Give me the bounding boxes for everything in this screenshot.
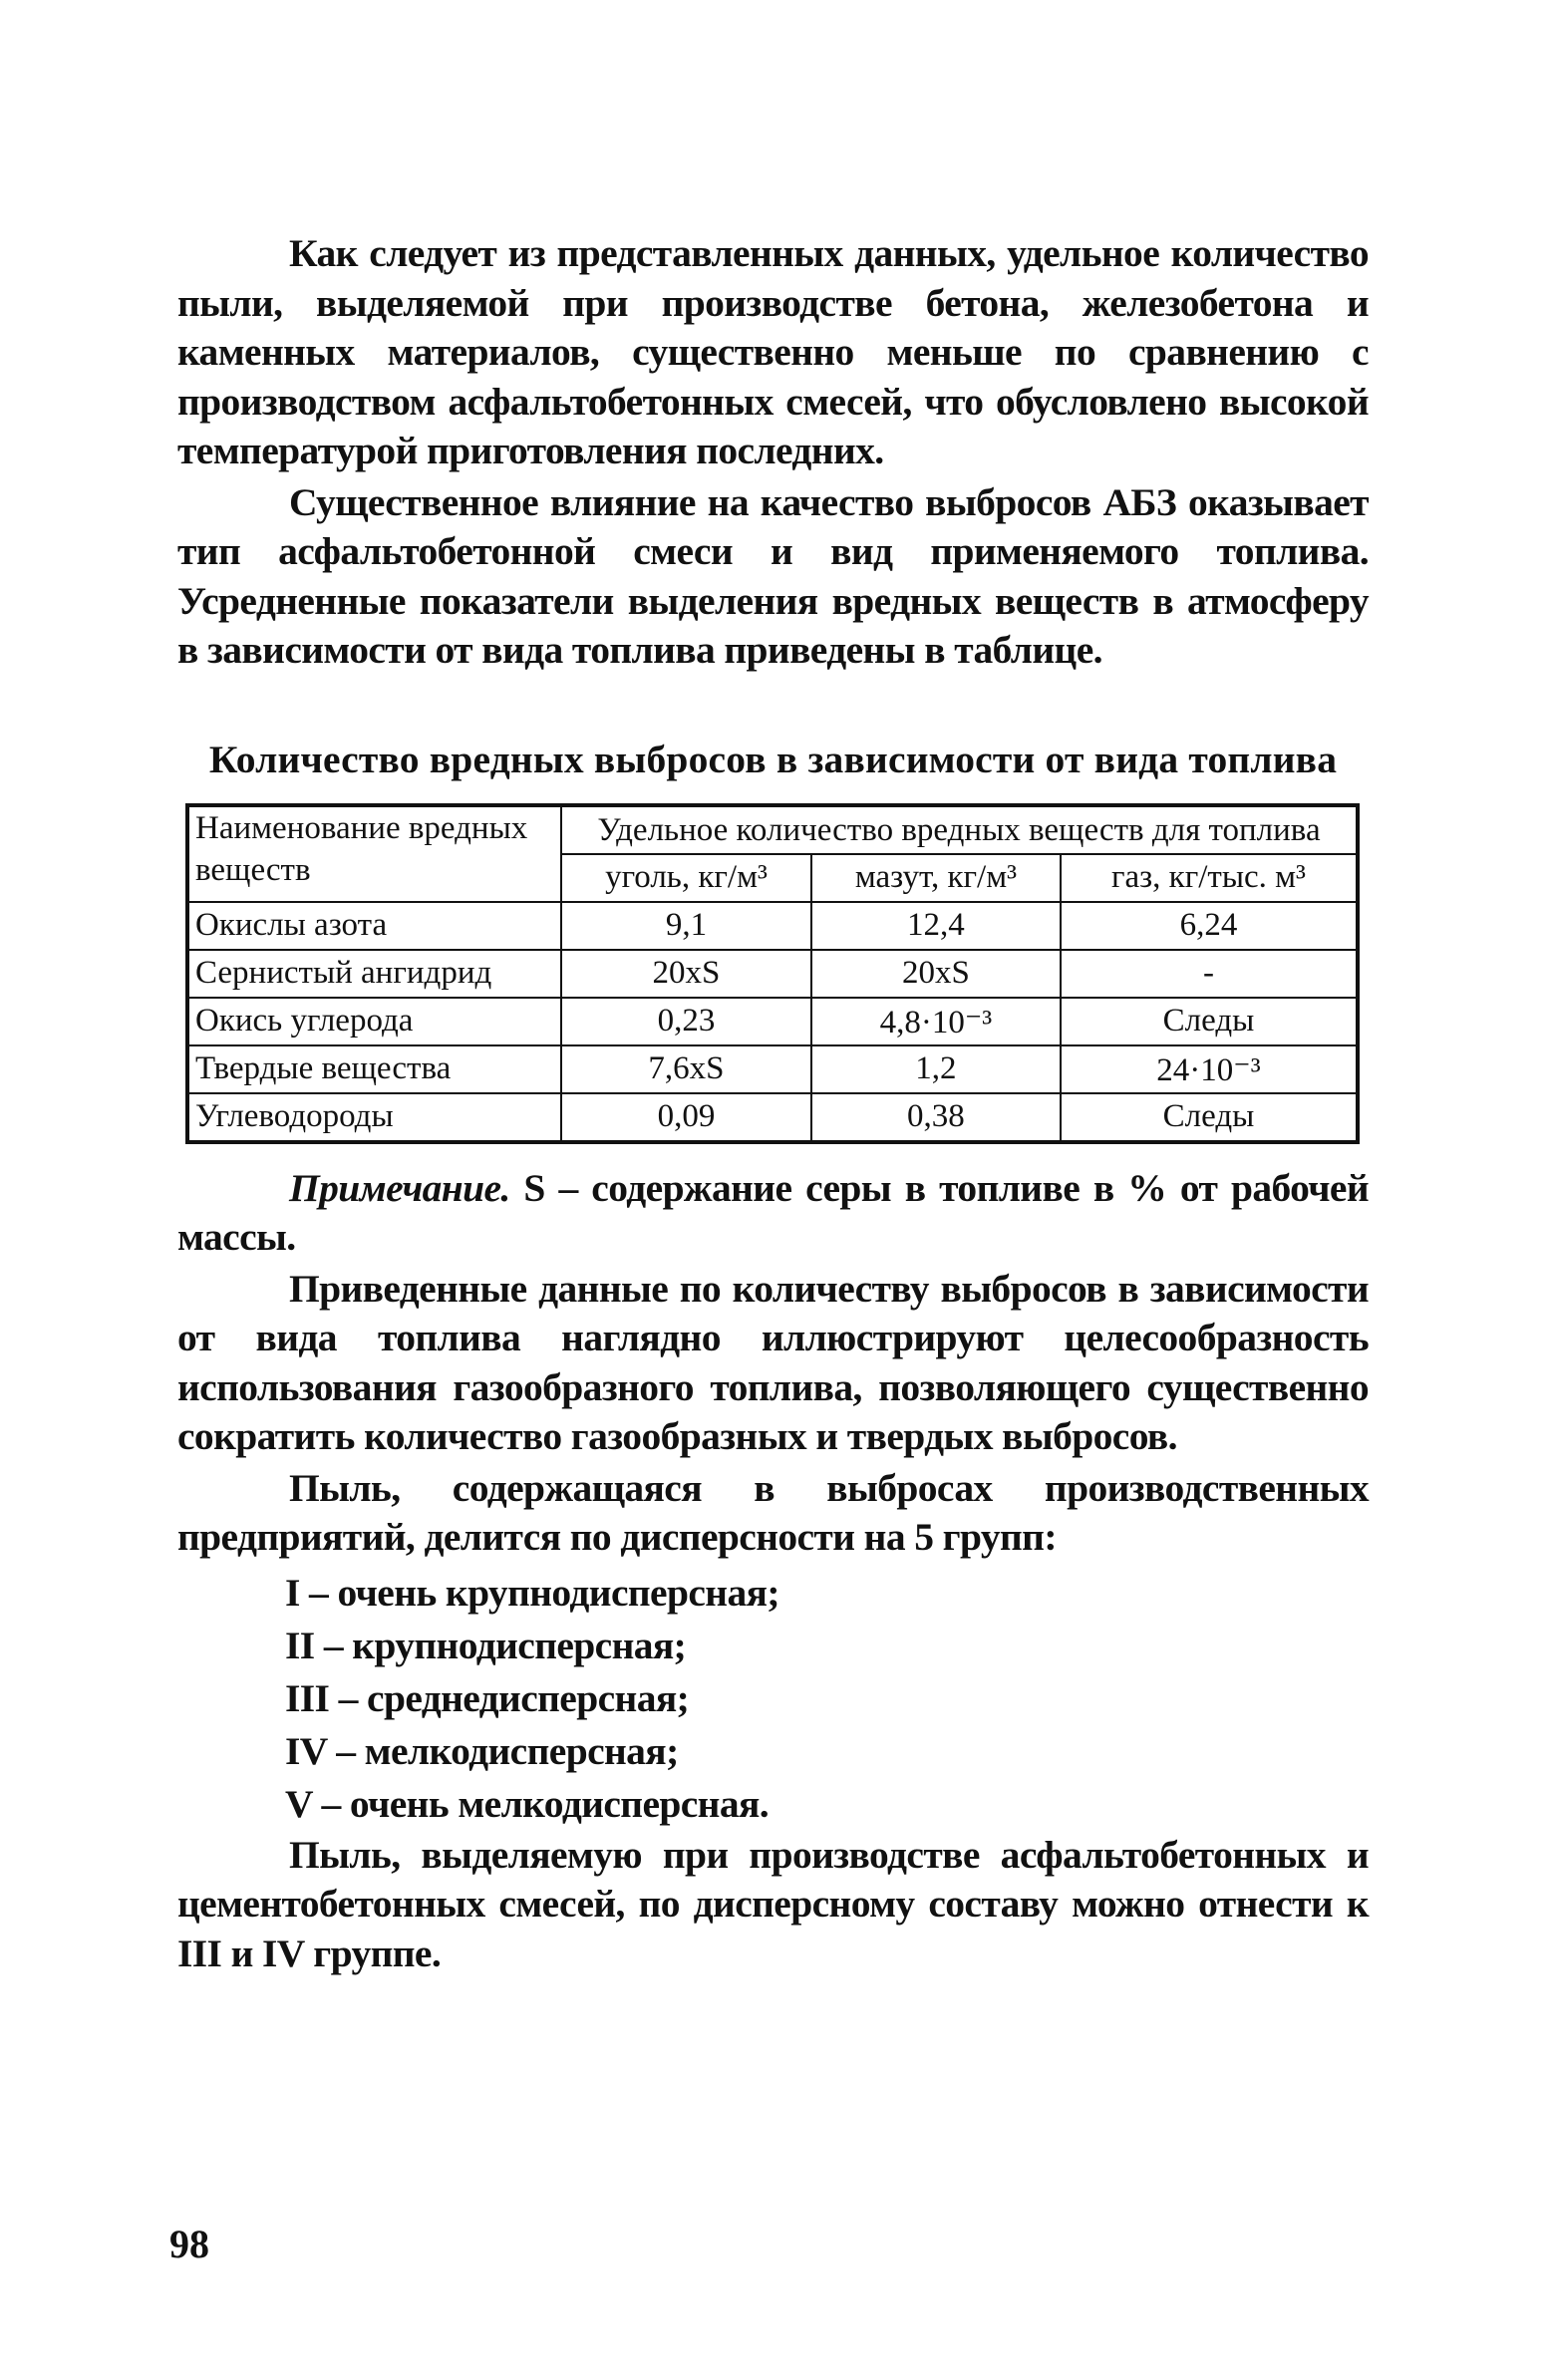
emissions-table: [185, 803, 1360, 1144]
table-row: [187, 1045, 1358, 1093]
row-fuel-oil: 0,38: [811, 1093, 1061, 1142]
row-fuel-oil: 1,2: [811, 1045, 1061, 1093]
table-header-row: [187, 805, 1358, 854]
paragraph-1: Как следует из представленных данных, удельное количество пыли, выделяемой при производстве бетона, железобетона и каменных материалов, существенно меньше по сравнению с производством асфальтобетонных смесей, что обусловлено высокой температурой приготовления последних.: [177, 231, 1369, 472]
row-coal: 0,23: [561, 998, 811, 1045]
row-gas: Следы: [1061, 1093, 1358, 1142]
row-name: Окись углерода: [187, 998, 561, 1045]
row-name: Углеводороды: [187, 1093, 561, 1142]
row-coal: 20xS: [561, 950, 811, 998]
header-substance-name: Наименование вредных веществ: [187, 805, 561, 902]
paragraph-5: Пыль, выделяемую при производстве асфальтобетонных и цементобетонных смесей, по дисперсному составу можно отнести к III и IV группе.: [177, 1832, 1369, 1975]
paragraph-3: Приведенные данные по количеству выбросов в зависимости от вида топлива наглядно иллюстрируют целесообразность использования газообразного топлива, позволяющего существенно сократить количество газообразных и твердых выбросов.: [177, 1266, 1369, 1458]
table-note: [177, 1164, 1369, 1263]
row-gas: -: [1061, 950, 1358, 998]
page-number: 98: [169, 2222, 209, 2266]
row-name: Окислы азота: [187, 902, 561, 950]
paragraph-4: Пыль, содержащаяся в выбросах производственных предприятий, делится по дисперсности на 5 групп:: [177, 1465, 1369, 1559]
note-label: Примечание.: [289, 1165, 510, 1210]
row-gas: 24·10⁻³: [1061, 1045, 1358, 1093]
row-coal: 9,1: [561, 902, 811, 950]
table-row: [187, 1093, 1358, 1142]
row-fuel-oil: 4,8·10⁻³: [811, 998, 1061, 1045]
table-row: [187, 998, 1358, 1045]
list-item: I – очень крупнодисперсная;: [285, 1570, 779, 1615]
dispersion-groups-list: [177, 1567, 1369, 1831]
paragraph-2: Существенное влияние на качество выбросов АБЗ оказывает тип асфальтобетонной смеси и вид применяемого топлива. Усредненные показатели выделения вредных веществ в атмосферу в зависимости от вида топлива приведены в таблице.: [177, 479, 1369, 672]
row-gas: Следы: [1061, 998, 1358, 1045]
table-row: [187, 950, 1358, 998]
list-item: III – среднедисперсная;: [285, 1675, 690, 1720]
row-gas: 6,24: [1061, 902, 1358, 950]
list-item: V – очень мелкодисперсная.: [285, 1781, 770, 1826]
table-row: [187, 902, 1358, 950]
row-coal: 0,09: [561, 1093, 811, 1142]
list-item: IV – мелкодисперсная;: [285, 1728, 679, 1773]
page-content: [177, 229, 1369, 1978]
header-specific-amount: Удельное количество вредных веществ для топлива: [561, 805, 1358, 854]
row-fuel-oil: 12,4: [811, 902, 1061, 950]
header-coal: уголь, кг/м³: [561, 854, 811, 902]
list-item: II – крупнодисперсная;: [285, 1623, 687, 1667]
table-title: Количество вредных выбросов в зависимости от вида топлива: [208, 737, 1338, 781]
header-fuel-oil: мазут, кг/м³: [811, 854, 1061, 902]
row-name: Твердые вещества: [187, 1045, 561, 1093]
note-text: S – содержание серы в топливе в % от рабочей массы.: [177, 1165, 1370, 1259]
row-fuel-oil: 20xS: [811, 950, 1061, 998]
row-coal: 7,6xS: [561, 1045, 811, 1093]
header-gas: газ, кг/тыс. м³: [1061, 854, 1358, 902]
row-name: Сернистый ангидрид: [187, 950, 561, 998]
